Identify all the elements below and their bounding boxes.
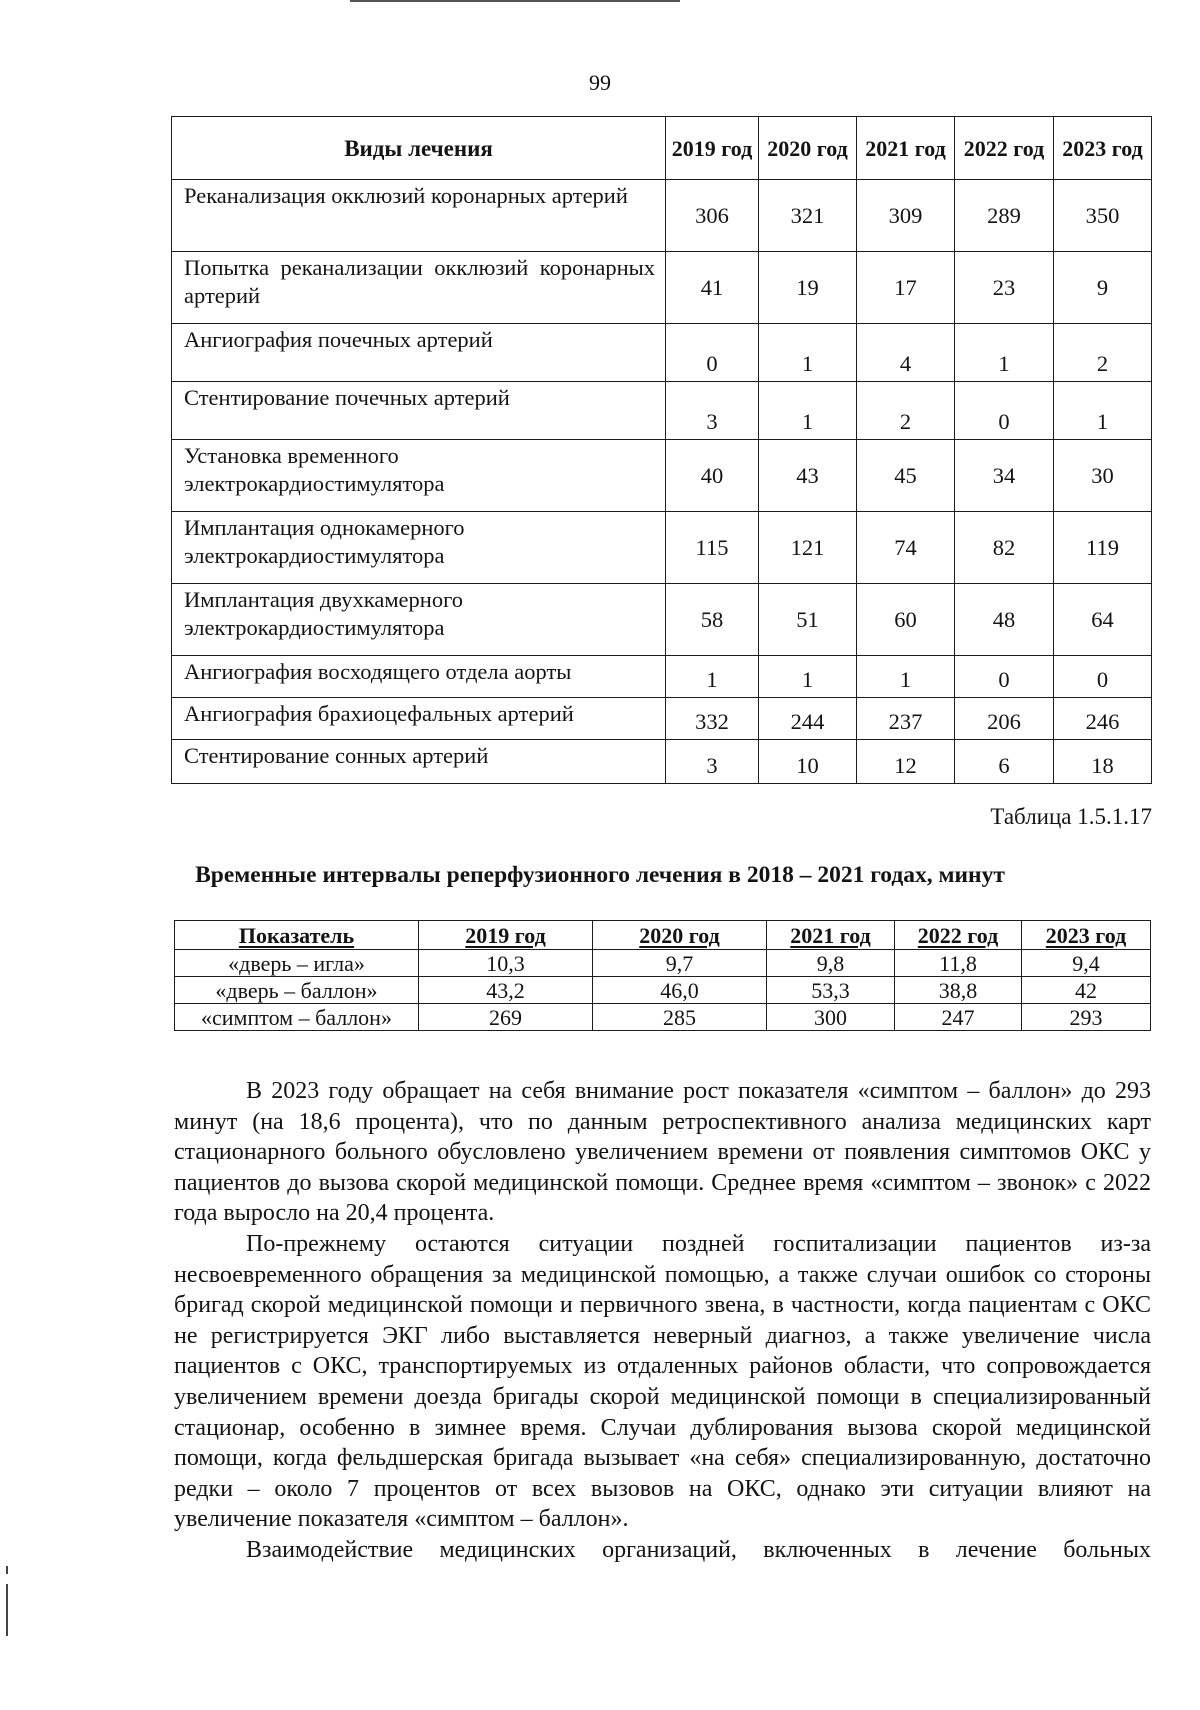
table-caption: Таблица 1.5.1.17	[990, 804, 1152, 829]
table-row	[172, 324, 1152, 382]
cell-value: 115	[666, 512, 759, 584]
cell-value: 9,7	[593, 950, 767, 977]
cell-value: 332	[666, 698, 759, 740]
cell-value: 12	[857, 740, 955, 784]
table-row	[172, 512, 1152, 584]
column-header-year: 2020 год	[759, 117, 857, 180]
row-label: Стентирование сонных артерий	[172, 740, 666, 784]
cell-value: 34	[955, 440, 1054, 512]
row-label: Попытка реканализации окклюзий коронарных артерий	[172, 252, 666, 324]
cell-value: 41	[666, 252, 759, 324]
cell-value: 1	[955, 324, 1054, 382]
row-label: Реканализация окклюзий коронарных артерий	[172, 180, 666, 252]
table-row	[172, 252, 1152, 324]
row-label: Установка временного электрокардиостимулятора	[172, 440, 666, 512]
cell-value: 9,8	[767, 950, 895, 977]
row-label: Имплантация однокамерного электрокардиостимулятора	[172, 512, 666, 584]
cell-value: 38,8	[895, 977, 1022, 1004]
cell-value: 269	[419, 1004, 593, 1031]
cell-value: 43	[759, 440, 857, 512]
cell-value: 247	[895, 1004, 1022, 1031]
cell-value: 42	[1022, 977, 1151, 1004]
cell-value: 306	[666, 180, 759, 252]
cell-value: 3	[666, 382, 759, 440]
cell-value: 3	[666, 740, 759, 784]
cell-value: 206	[955, 698, 1054, 740]
cell-value: 64	[1054, 584, 1152, 656]
cell-value: 309	[857, 180, 955, 252]
table-title: Временные интервалы реперфузионного лечения в 2018 – 2021 годах, минут	[195, 862, 1005, 888]
paragraph: В 2023 году обращает на себя внимание рост показателя «симптом – баллон» до 293 минут (на 18,6 процента), что по данным ретроспективного анализа медицинских карт стационарного больного обусловлено увеличением времени от появления симптомов ОКС у пациентов до вызова скорой медицинской помощи. Среднее время «симптом – звонок» с 2022 года выросло на 20,4 процента.	[174, 1078, 1151, 1227]
cell-value: 10,3	[419, 950, 593, 977]
cell-value: 0	[955, 656, 1054, 698]
cell-value: 9	[1054, 252, 1152, 324]
cell-value: 119	[1054, 512, 1152, 584]
cell-value: 10	[759, 740, 857, 784]
cell-value: 2	[1054, 324, 1152, 382]
reperfusion-intervals-table	[174, 920, 1151, 1031]
row-label: Ангиография брахиоцефальных артерий	[172, 698, 666, 740]
column-header-year: 2022 год	[895, 921, 1022, 950]
cell-value: 82	[955, 512, 1054, 584]
table-row	[175, 977, 1151, 1004]
scan-margin-mark	[6, 1566, 8, 1574]
paragraph-continues	[174, 1535, 1151, 1563]
cell-value: 0	[666, 324, 759, 382]
cell-value: 23	[955, 252, 1054, 324]
cell-value: 237	[857, 698, 955, 740]
cell-value: 1	[759, 656, 857, 698]
table-header-row	[175, 921, 1151, 950]
table-row	[172, 584, 1152, 656]
cell-value: 2	[857, 382, 955, 440]
cell-value: 0	[1054, 656, 1152, 698]
cell-value: 17	[857, 252, 955, 324]
cell-value: 244	[759, 698, 857, 740]
cell-value: 6	[955, 740, 1054, 784]
cell-value: 9,4	[1022, 950, 1151, 977]
page-number: 99	[589, 70, 611, 95]
cell-value: 246	[1054, 698, 1152, 740]
table-row	[172, 740, 1152, 784]
cell-value: 30	[1054, 440, 1152, 512]
cell-value: 350	[1054, 180, 1152, 252]
row-label: Имплантация двухкамерного электрокардиостимулятора	[172, 584, 666, 656]
row-label: Ангиография почечных артерий	[172, 324, 666, 382]
column-header-year: 2021 год	[767, 921, 895, 950]
cell-value: 74	[857, 512, 955, 584]
cell-value: 11,8	[895, 950, 1022, 977]
table-row	[172, 180, 1152, 252]
table-row	[172, 382, 1152, 440]
cell-value: 45	[857, 440, 955, 512]
column-header-year: 2021 год	[857, 117, 955, 180]
column-header-year: 2020 год	[593, 921, 767, 950]
cell-value: 1	[1054, 382, 1152, 440]
column-header-year: 2023 год	[1054, 117, 1152, 180]
cell-value: 53,3	[767, 977, 895, 1004]
cell-value: 293	[1022, 1004, 1151, 1031]
cell-value: 0	[955, 382, 1054, 440]
cell-value: 285	[593, 1004, 767, 1031]
scan-top-rule	[350, 0, 680, 2]
cell-value: 4	[857, 324, 955, 382]
column-header-year: 2022 год	[955, 117, 1054, 180]
paragraph: По-прежнему остаются ситуации поздней госпитализации пациентов из-за несвоевременного обращения за медицинской помощью, а также случаи ошибок со стороны бригад скорой медицинской помощи и первичного звена, в частности, когда пациентам с ОКС не регистрируется ЭКГ либо выставляется неверный диагноз, а также увеличение числа пациентов с ОКС, транспортируемых из отдаленных районов области, что сопровождается увеличением времени доезда бригады скорой медицинской помощи в специализированный стационар, особенно в зимнее время. Случаи дублирования вызова скорой медицинской помощи, когда фельдшерская бригада вызывает «на себя» специализированную, достаточно редки – около 7 процентов от всех вызовов на ОКС, однако эти ситуации влияют на увеличение показателя «симптом – баллон».	[174, 1230, 1151, 1533]
table-row	[175, 1004, 1151, 1031]
column-header-year: 2023 год	[1022, 921, 1151, 950]
row-label: «дверь – игла»	[175, 950, 419, 977]
table-row	[172, 656, 1152, 698]
cell-value: 40	[666, 440, 759, 512]
cell-value: 289	[955, 180, 1054, 252]
column-header-year: 2019 год	[419, 921, 593, 950]
row-label: Ангиография восходящего отдела аорты	[172, 656, 666, 698]
cell-value: 1	[759, 382, 857, 440]
cell-value: 1	[857, 656, 955, 698]
cell-value: 60	[857, 584, 955, 656]
cell-value: 18	[1054, 740, 1152, 784]
cell-value: 46,0	[593, 977, 767, 1004]
column-header-year: 2019 год	[666, 117, 759, 180]
body-text	[174, 1076, 1151, 1563]
table-row	[172, 698, 1152, 740]
row-label: «симптом – баллон»	[175, 1004, 419, 1031]
table-row	[172, 440, 1152, 512]
table-row	[175, 950, 1151, 977]
column-header-indicator: Показатель	[175, 921, 419, 950]
column-header-treatment: Виды лечения	[172, 117, 666, 180]
cell-value: 1	[759, 324, 857, 382]
paragraph: Взаимодействие медицинских организаций, включенных в лечение больных	[246, 1536, 1151, 1563]
cell-value: 121	[759, 512, 857, 584]
cell-value: 58	[666, 584, 759, 656]
scan-margin-mark	[6, 1584, 8, 1636]
row-label: Стентирование почечных артерий	[172, 382, 666, 440]
cell-value: 321	[759, 180, 857, 252]
treatment-types-table	[171, 116, 1152, 784]
cell-value: 19	[759, 252, 857, 324]
cell-value: 300	[767, 1004, 895, 1031]
cell-value: 48	[955, 584, 1054, 656]
table-header-row	[172, 117, 1152, 180]
cell-value: 51	[759, 584, 857, 656]
cell-value: 43,2	[419, 977, 593, 1004]
row-label: «дверь – баллон»	[175, 977, 419, 1004]
cell-value: 1	[666, 656, 759, 698]
